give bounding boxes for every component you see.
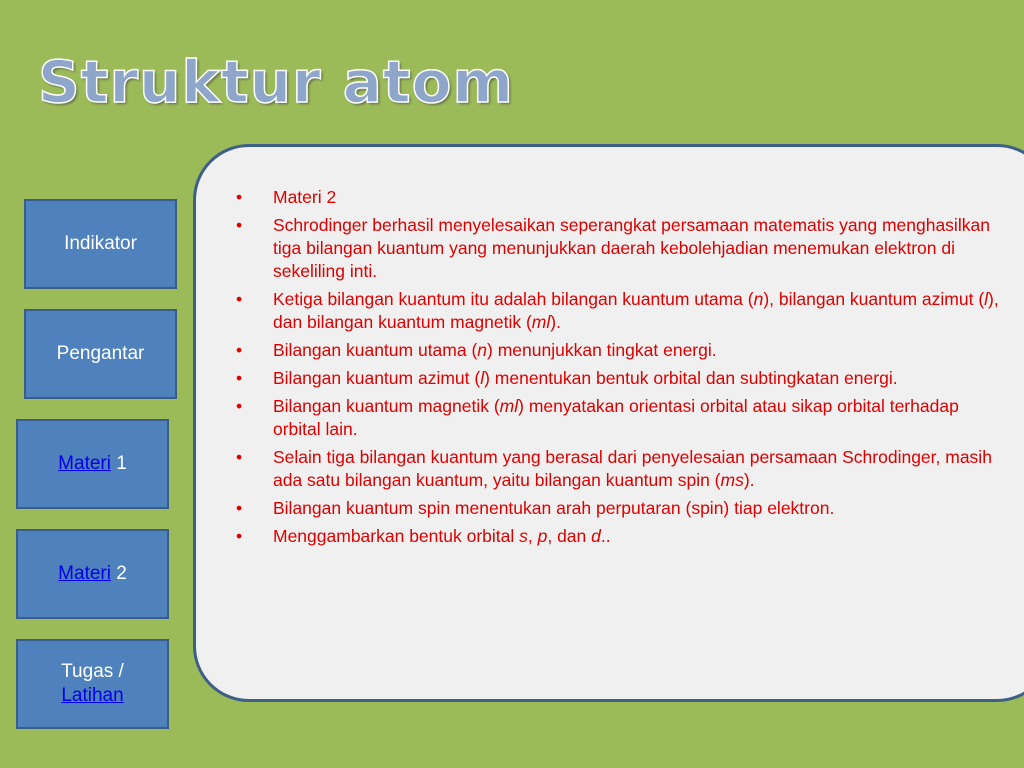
nav-button-pengantar-label: Pengantar bbox=[56, 343, 145, 364]
list-item: • Bilangan kuantum magnetik (ml) menyatakan orientasi orbital atau sikap orbital terhadap orbital lain. bbox=[236, 396, 959, 439]
content-bullet-list bbox=[232, 186, 1002, 553]
nav-button-materi-1[interactable] bbox=[16, 419, 169, 509]
list-item: • Ketiga bilangan kuantum itu adalah bilangan kuantum utama (n), bilangan kuantum azimut (l), dan bilangan kuantum magnetik (ml). bbox=[236, 289, 999, 332]
bullet-marker: • bbox=[236, 187, 243, 207]
nav-button-indikator[interactable] bbox=[24, 199, 177, 289]
list-item: • Selain tiga bilangan kuantum yang berasal dari penyelesaian persamaan Schrodinger, masih ada satu bilangan kuantum, yaitu bilangan kuantum spin (ms). bbox=[236, 447, 992, 490]
materi-1-link[interactable]: Materi bbox=[58, 453, 111, 474]
materi-1-number: 1 bbox=[110, 453, 127, 474]
list-item: • Materi 2 bbox=[236, 187, 337, 207]
nav-button-pengantar[interactable] bbox=[24, 309, 177, 399]
materi-2-link[interactable]: Materi bbox=[58, 563, 111, 584]
bullet-marker: • bbox=[236, 447, 243, 467]
slide-title: Struktur atom bbox=[38, 48, 514, 116]
bullet-marker: • bbox=[236, 368, 243, 388]
list-item: • Menggambarkan bentuk orbital s, p, dan d.. bbox=[236, 526, 611, 546]
nav-button-materi-2[interactable] bbox=[16, 529, 169, 619]
bullet-marker: • bbox=[236, 526, 243, 546]
nav-button-materi-1-label bbox=[58, 452, 127, 476]
bullet-marker: • bbox=[236, 289, 243, 309]
bullet-marker: • bbox=[236, 340, 243, 360]
materi-2-number: 2 bbox=[110, 563, 127, 584]
list-item: • Bilangan kuantum utama (n) menunjukkan tingkat energi. bbox=[236, 340, 717, 360]
bullet-marker: • bbox=[236, 498, 243, 518]
nav-button-materi-2-label bbox=[58, 562, 127, 586]
list-item: • Bilangan kuantum azimut (l) menentukan bentuk orbital dan subtingkatan energi. bbox=[236, 368, 898, 388]
bullet-marker: • bbox=[236, 215, 243, 235]
nav-button-indikator-label: Indikator bbox=[64, 233, 137, 254]
tugas-label: Tugas / bbox=[61, 661, 124, 682]
bullet-marker: • bbox=[236, 396, 243, 416]
list-item: • Bilangan kuantum spin menentukan arah perputaran (spin) tiap elektron. bbox=[236, 498, 835, 518]
nav-button-tugas-latihan[interactable] bbox=[16, 639, 169, 729]
list-item: • Schrodinger berhasil menyelesaikan seperangkat persamaan matematis yang menghasilkan tiga bilangan kuantum yang menunjukkan daerah kebolehjadian menemukan elektron di sekeliling inti. bbox=[236, 215, 990, 281]
latihan-link[interactable]: Latihan bbox=[61, 685, 124, 706]
